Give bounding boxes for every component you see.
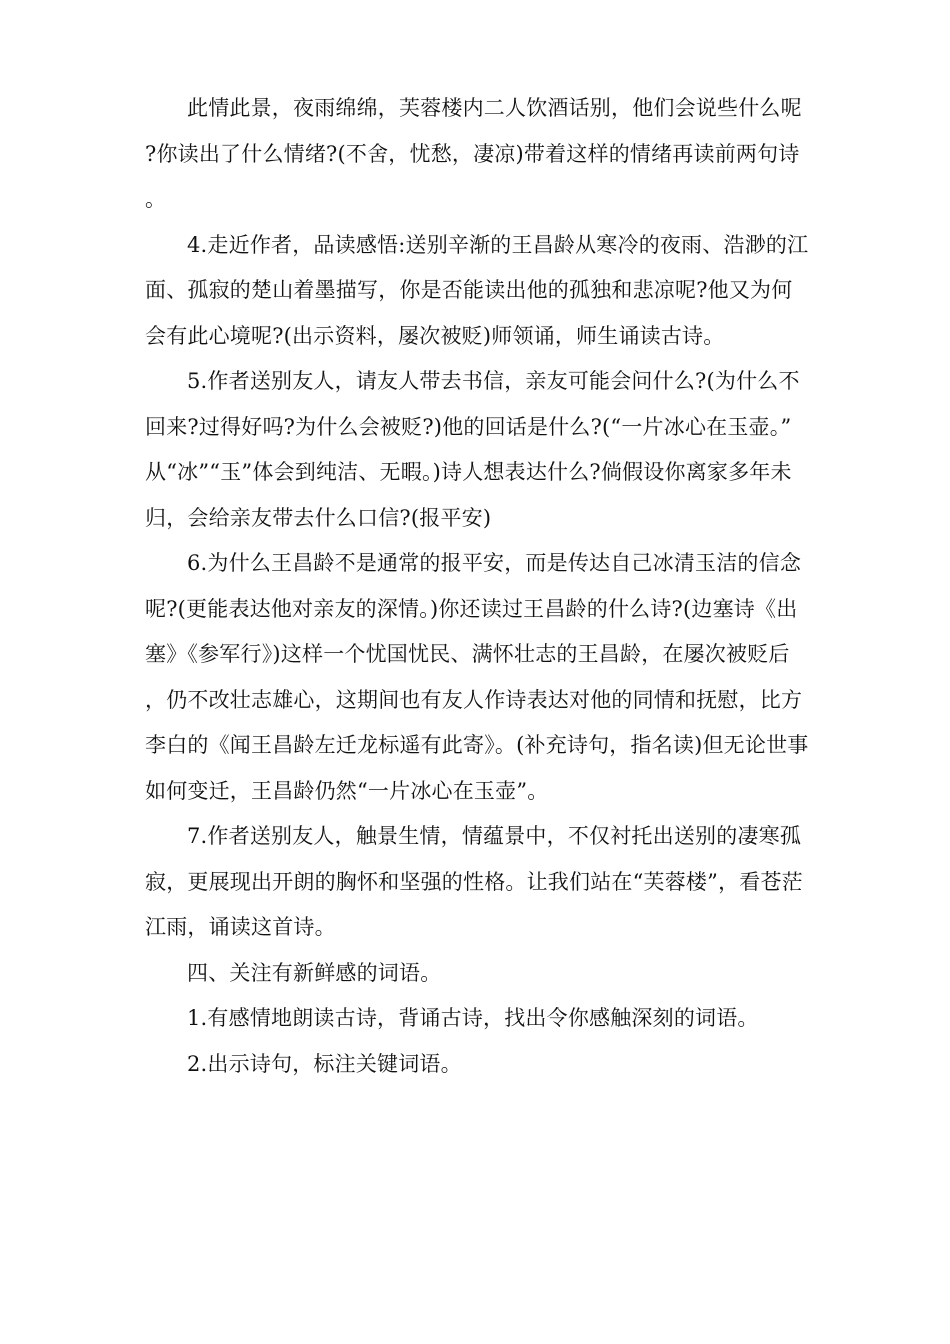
paragraph-step-7: 7.作者送别友人，触景生情，情蕴景中，不仅衬托出送别的凄寒孤寂，更展现出开朗的胸怀和坚强的性格。让我们站在“芙蓉楼”，看苍茫江雨，诵读这首诗。 (145, 824, 803, 939)
paragraph-step-5: 5.作者送别友人，请友人带去书信，亲友可能会问什么?(为什么不回来?过得好吗?为什么会被贬?)他的回话是什么?(“一片冰心在玉壶。”从“冰”“玉”体会到纯洁、无暇。)诗人想表达什么?倘假设你离家多年未归，会给亲友带去什么口信?(报平安) (145, 369, 800, 530)
paragraph-item-1: 1.有感情地朗读古诗，背诵古诗，找出令你感触深刻的词语。 (187, 1006, 759, 1030)
document-body (145, 86, 810, 1087)
paragraph-step-4: 4.走近作者，品读感悟:送别辛渐的王昌龄从寒冷的夜雨、浩渺的江面、孤寂的楚山着墨描写，你是否能读出他的孤独和悲凉呢?他又为何会有此心境呢?(出示资料，屡次被贬)师领诵，师生诵读古诗。 (145, 232, 809, 348)
section-heading-four: 四、关注有新鲜感的词语。 (187, 960, 442, 985)
paragraph-item-2: 2.出示诗句，标注关键词语。 (187, 1051, 462, 1076)
paragraph-step-6: 6.为什么王昌龄不是通常的报平安，而是传达自己冰清玉洁的信念呢?(更能表达他对亲友的深情。)你还读过王昌龄的什么诗?(边塞诗《出塞》《参军行》)这样一个忧国忧民、满怀壮志的王昌龄，在屡次被贬后，仍不改壮志雄心，这期间也有友人作诗表达对他的同情和抚慰，比方李白的《闻王昌龄左迁龙标遥有此寄》。(补充诗句，指名读)但无论世事如何变迁，王昌龄仍然“一片冰心在玉壶”。 (145, 551, 809, 803)
paragraph-intro: 此情此景，夜雨绵绵，芙蓉楼内二人饮酒话别，他们会说些什么呢?你读出了什么情绪?(不舍，忧愁，凄凉)带着这样的情绪再读前两句诗。 (145, 96, 802, 211)
